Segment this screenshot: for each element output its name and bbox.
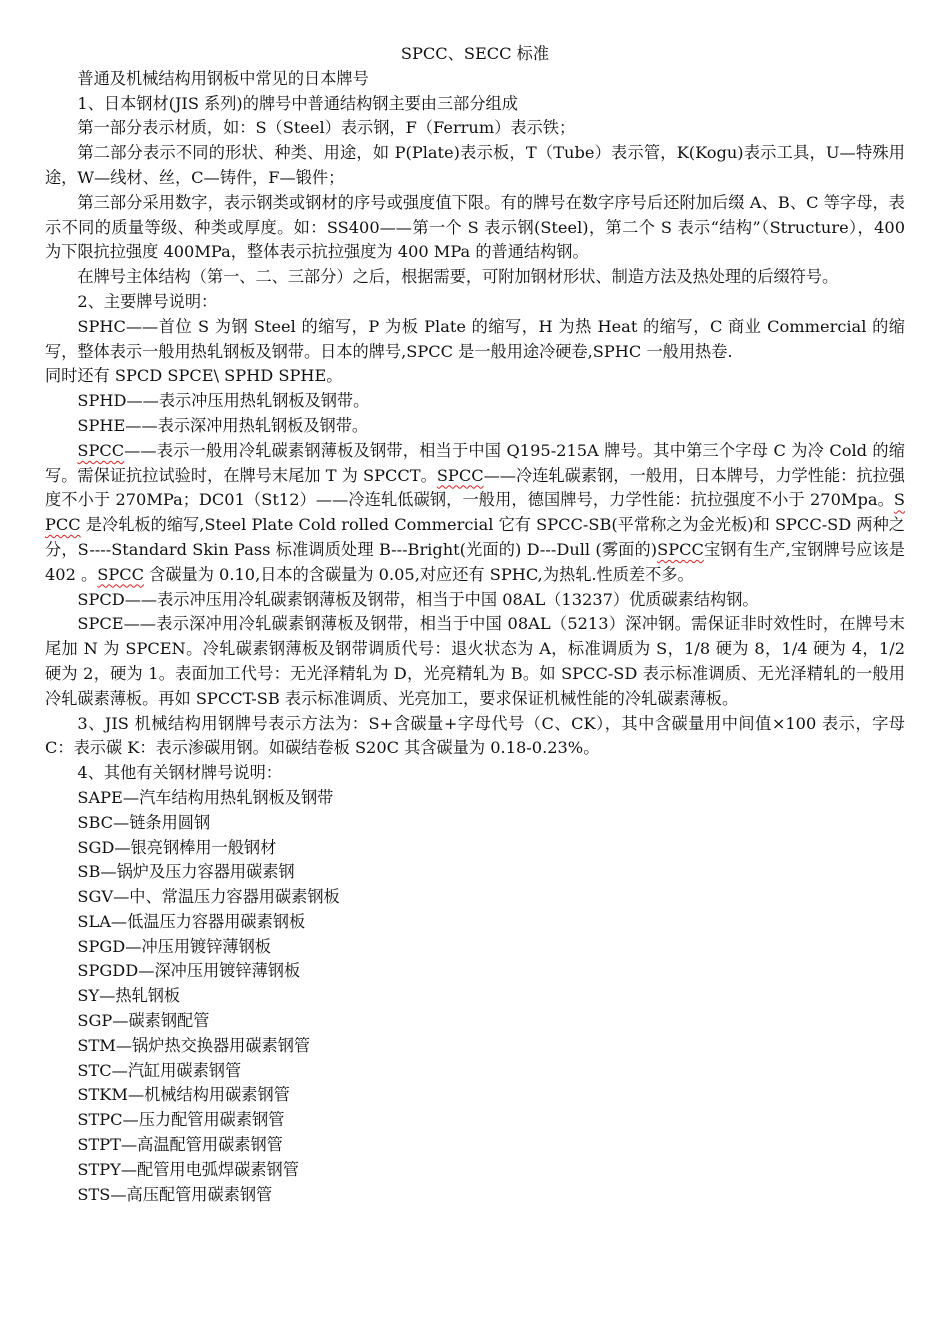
section-4-heading: 4、其他有关钢材牌号说明： (77, 763, 282, 783)
list-item: SAPE—汽车结构用热轧钢板及钢带 (77, 787, 334, 807)
spcc-code: SPCC (77, 440, 125, 460)
spcc-text-4: 宝钢有生产,宝钢牌号应该是 402 。 (45, 539, 905, 584)
sphc-continuation: 同时还有 SPCD SPCE\ SPHD SPHE。 (45, 366, 343, 386)
list-item: SY—热轧钢板 (77, 986, 181, 1006)
spcc-text-3: 是冷轧板的缩写,Steel Plate Cold rolled Commercial 它有 SPCC-SB(平常称之为金光板)和 SPCC-SD 两种之分，S----Standard Skin Pass 标准调质处理 B---Bright(光面的) D---Dull (雾面的) (45, 515, 905, 559)
list-item: SPGDD—深冲压用镀锌薄钢板 (77, 961, 301, 981)
section-3-paragraph: 3、JIS 机械结构用钢牌号表示方法为：S+含碳量+字母代号（C、CK），其中含碳量用中间值×100 表示，字母 C：表示碳 K：表示渗碳用钢。如碳结卷板 S20C 其含碳量为 0.18-0.23%。 (45, 713, 905, 758)
list-item: STKM—机械结构用碳素钢管 (77, 1085, 290, 1105)
list-item: STPC—压力配管用碳素钢管 (77, 1110, 285, 1130)
spcc-paragraph (45, 439, 905, 588)
spcc-code: SPCC (657, 539, 704, 559)
section-1-part-2: 第二部分表示不同的形状、种类、用途，如 P(Plate)表示板，T（Tube）表示管，K(Kogu)表示工具，U—特殊用途，W—线材、丝，C—铸件，F—锻件； (45, 143, 905, 187)
list-item: SB—锅炉及压力容器用碳素钢 (77, 862, 295, 882)
list-item: SBC—链条用圆钢 (77, 812, 211, 832)
spce-paragraph: SPCE——表示深冲用冷轧碳素钢薄板及钢带，相当于中国 08AL（5213）深冲钢。需保证非时效性时，在牌号末尾加 N 为 SPCEN。冷轧碳素钢薄板及钢带调质代号：退火状态为 A，标准调质为 S，1/8 硬为 8，1/4 硬为 4，1/2 硬为 2，硬为 1。表面加工代号：无光泽精轧为 D，光亮精轧为 B。如 SPCC-SD 表示标准调质、无光泽精轧的一般用冷轧碳素薄板。再如 SPCCT-SB 表示标准调质、光亮加工，要求保证机械性能的冷轧碳素薄板。 (45, 614, 905, 708)
document-title: SPCC、SECC 标准 (400, 44, 550, 63)
list-item: SGP—碳素钢配管 (77, 1011, 210, 1031)
list-item: STC—汽缸用碳素钢管 (77, 1060, 242, 1080)
list-item: STM—锅炉热交换器用碳素钢管 (77, 1035, 311, 1055)
list-item: SPGD—冲压用镀锌薄钢板 (77, 936, 271, 956)
list-item: SLA—低温压力容器用碳素钢板 (77, 911, 306, 931)
section-1-heading: 1、日本钢材(JIS 系列)的牌号中普通结构钢主要由三部分组成 (77, 93, 518, 113)
section-1-part-3: 第三部分采用数字，表示钢类或钢材的序号或强度值下限。有的牌号在数字序号后还附加后缀 A、B、C 等字母，表示不同的质量等级、种类或厚度。如：SS400——第一个 S 表示钢(Steel)，第二个 S 表示“结构”（Structure），400 为下限抗拉强度 400MPa，整体表示抗拉强度为 400 MPa 的普通结构钢。 (45, 192, 905, 262)
spcc-text-5: 含碳量为 0.10,日本的含碳量为 0.05,对应还有 SPHC,为热轧.性质差不多。 (144, 564, 694, 584)
list-item: STPT—高温配管用碳素钢管 (77, 1135, 283, 1155)
spcd-paragraph: SPCD——表示冲压用冷轧碳素钢薄板及钢带，相当于中国 08AL（13237）优质碳素结构钢。 (77, 589, 759, 609)
intro-line: 普通及机械结构用钢板中常见的日本牌号 (77, 68, 369, 88)
spcc-text-1: ——表示一般用冷轧碳素钢薄板及钢带，相当于中国 Q195-215A 牌号。其中第三个字母 C 为冷 Cold 的缩写。需保证抗拉试验时，在牌号末尾加 T 为 SPCCT。 (45, 440, 905, 485)
list-item: SGV—中、常温压力容器用碳素钢板 (77, 887, 340, 907)
list-item: SGD—银亮钢棒用一般钢材 (77, 837, 277, 857)
list-item: STPY—配管用电弧焊碳素钢管 (77, 1159, 299, 1179)
spcc-code: SPCC (45, 490, 905, 535)
section-1-part-1: 第一部分表示材质，如：S（Steel）表示钢，F（Ferrum）表示铁； (77, 118, 576, 138)
sphe-paragraph: SPHE——表示深冲用热轧钢板及钢带。 (77, 415, 369, 435)
section-2-heading: 2、主要牌号说明： (77, 291, 218, 311)
section-1-suffix-note: 在牌号主体结构（第一、二、三部分）之后，根据需要，可附加钢材形状、制造方法及热处理的后缀符号。 (77, 267, 839, 287)
grade-list (45, 786, 905, 1208)
sphc-paragraph: SPHC——首位 S 为钢 Steel 的缩写，P 为板 Plate 的缩写，H 为热 Heat 的缩写，C 商业 Commercial 的缩写，整体表示一般用热轧钢板及钢带。日本的牌号,SPCC 是一般用途冷硬卷,SPHC 一般用热卷. (45, 316, 905, 361)
spcc-code: SPCC (436, 465, 484, 485)
list-item: STS—高压配管用碳素钢管 (77, 1184, 273, 1204)
sphd-paragraph: SPHD——表示冲压用热轧钢板及钢带。 (77, 391, 370, 411)
spcc-code: SPCC (97, 564, 144, 584)
spcc-text-2: ——冷连轧碳素钢，一般用，日本牌号，力学性能：抗拉强度不小于 270MPa；DC01（St12）——冷连轧低碳钢，一般用，德国牌号，力学性能：抗拉强度不小于 270Mpa。 (45, 465, 905, 510)
